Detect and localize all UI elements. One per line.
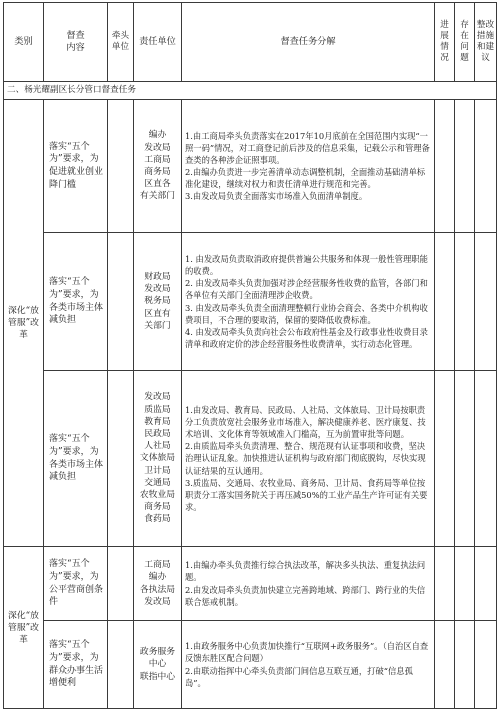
category-cell: 深化“放管服”改革: [4, 100, 44, 547]
progress-cell: [435, 100, 455, 233]
category-cell: 深化“放管服”改革: [4, 547, 44, 709]
header-progress: 进 展 情 况: [435, 3, 455, 82]
header-responsible: 责任单位: [134, 3, 182, 82]
item-cell: 落实“五个为”要求，为各类市场主体减负担: [44, 233, 108, 371]
progress-cell: [435, 233, 455, 371]
detail-paragraph: 3.由发改局负责全面落实市场准入负面清单制度。: [185, 191, 368, 202]
lead-unit-cell: [108, 547, 134, 621]
detail-paragraph: 1.由工商局牵头负责落实在2017年10月底前在全国范围内实现“一照一码”情况，对工商登记前后涉及的信息采集，记载公示和管理备查类的各种涉企证照事项。: [185, 130, 430, 165]
responsible-cell: 发改局 质监局 教育局 民政局 人社局 文体旅局 卫计局 交通局 农牧业局 商务局 食药局: [134, 371, 182, 547]
responsible-cell: 政务服务中心 联指中心: [134, 621, 182, 709]
header-issues: 存 在 问 题: [455, 3, 475, 82]
responsible-cell: 财政局 发改局 税务局 区直有 关部门: [134, 233, 182, 371]
progress-cell: [435, 621, 455, 709]
issues-cell: [455, 233, 475, 371]
section-title: 二、杨光耀副区长分管口督查任务: [4, 82, 497, 100]
lead-unit-cell: [108, 233, 134, 371]
detail-paragraph: 2.由质监局牵头负责清理、整合、规范现有认证事项和收费，坚决治理认证乱象。加快推进认证机构与政府部门彻底脱钩，尽快实现认证结果的互认通用。: [185, 441, 426, 476]
suggestions-cell: [475, 100, 497, 233]
detail-paragraph: 2.由编办负责进一步完善清单动态调整机制，全面推动基础清单标准化建设，继续对权力和责任清单进行规范和完善。: [185, 167, 426, 190]
section-row: [4, 82, 497, 100]
header-row: [4, 3, 497, 82]
header-task: 督查任务分解: [182, 3, 435, 82]
detail-paragraph: 3. 由发改局牵头负责全面清理整顿行业协会商会、各类中介机构收费项目，不合理的要取消，保留的要降低收费标准。: [185, 302, 428, 325]
detail-paragraph: 2.由发改局牵头负责加快建立完善跨地域、跨部门、跨行业的失信联合惩戒机制。: [185, 584, 426, 607]
lead-unit-cell: [108, 621, 134, 709]
item-cell: 落实“五个为”要求，为促进就业创业降门槛: [44, 100, 108, 233]
responsible-cell: 编办 发改局 工商局 商务局 区直各 有关部门: [134, 100, 182, 233]
header-suggestions: 整改 措施 和建 议: [475, 3, 497, 82]
item-cell: 落实“五个为”要求，为群众办事生活增便利: [44, 621, 108, 709]
item-cell: 落实“五个为”要求，为各类市场主体减负担: [44, 371, 108, 547]
suggestions-cell: [475, 233, 497, 371]
detail-paragraph: 1.由编办牵头负责推行综合执法改革，解决多头执法、重复执法问题。: [185, 560, 426, 583]
issues-cell: [455, 547, 475, 621]
detail-paragraph: 3.质监局、交通局、农牧业局、商务局、卫计局、食药局等单位按职责分工落实国务院关于再压减50%的工业产品生产许可证有关要求。: [185, 477, 428, 512]
header-lead-unit: 牵头 单位: [108, 3, 134, 82]
detail-paragraph: 1.由发改局、教育局、民政局、人社局、文体旅局、卫计局按职责分工负责放宽社会服务业市场准入，解决健康养老、医疗康复、技术培训、文化体育等领域准入门槛高，互为前置审批等问题。: [185, 405, 426, 440]
suggestions-cell: [475, 621, 497, 709]
issues-cell: [455, 621, 475, 709]
suggestions-cell: [475, 547, 497, 621]
header-category: 类别: [4, 3, 44, 82]
detail-paragraph: 2.由联动指挥中心牵头负责部门间信息互联互通，打破“信息孤岛”。: [185, 665, 413, 688]
detail-cell: [182, 621, 435, 709]
responsible-cell: 工商局 编办 各执法局 发改局: [134, 547, 182, 621]
supervision-task-table: [3, 2, 497, 709]
table-row: [4, 100, 497, 233]
table-row: [4, 233, 497, 371]
detail-cell: [182, 371, 435, 547]
table-row: [4, 621, 497, 709]
header-item: 督查 内容: [44, 3, 108, 82]
lead-unit-cell: [108, 100, 134, 233]
table-row: [4, 547, 497, 621]
detail-cell: [182, 233, 435, 371]
supervision-table-page: [3, 2, 496, 719]
issues-cell: [455, 371, 475, 547]
detail-paragraph: 4. 由发改局牵头负责向社会公布政府性基金及行政事业性收费目录清单和政府定价的涉企经营服务性收费清单，实行动态化管理。: [185, 326, 428, 349]
item-cell: 落实“五个为”要求，为公平营商创条件: [44, 547, 108, 621]
progress-cell: [435, 547, 455, 621]
detail-paragraph: 1. 由发改局负责取消政府提供普遍公共服务和体现一般性管理职能的收费。: [185, 254, 428, 277]
detail-cell: [182, 100, 435, 233]
progress-cell: [435, 371, 455, 547]
issues-cell: [455, 100, 475, 233]
detail-paragraph: 2. 由发改局牵头负责加强对涉企经营服务性收费的监管，各部门和各单位有关部门全面清理涉企收费。: [185, 278, 428, 301]
lead-unit-cell: [108, 371, 134, 547]
table-row: [4, 371, 497, 547]
detail-paragraph: 1.由政务服务中心负责加快推行“互联网+政务服务”。（自治区自查反馈东胜区配合问题）: [185, 641, 429, 664]
detail-cell: [182, 547, 435, 621]
suggestions-cell: [475, 371, 497, 547]
